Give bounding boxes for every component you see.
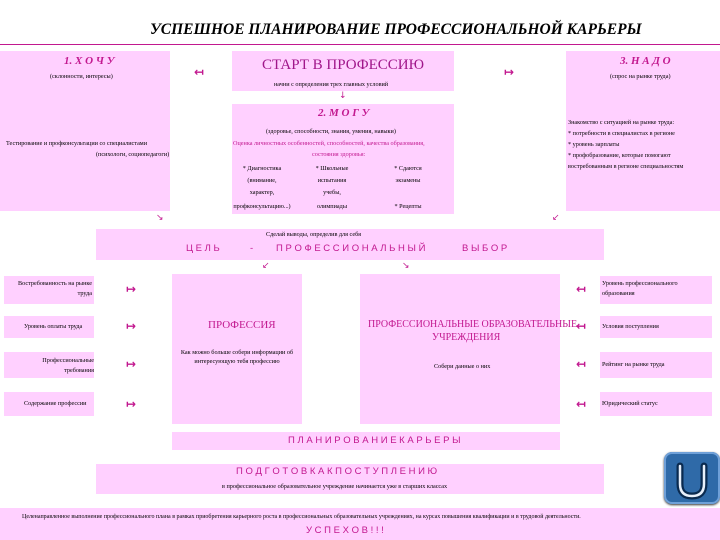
can-col-2-line-4: олимпиады xyxy=(316,203,347,210)
profession-title: ПРОФЕССИЯ xyxy=(208,319,276,331)
footer-note: Целенаправленное выполнение профессионального плана в рамках приобретения карьерного роста в профессиональных образовательных учреждениях, на курсах повышения квалификации и в трудовой деятельности. xyxy=(22,514,581,520)
prep-title: П О Д Г О Т О В К А К П О С Т У П Л Е Н И Ю xyxy=(236,466,438,477)
can-subtitle: (здоровье, способности, знания, умения, навыки) xyxy=(266,128,396,135)
prep-note: в профессиональное образовательное учреждение начинается уже в старших классах xyxy=(222,483,448,490)
left-item-label: Профессиональные требования xyxy=(42,357,94,374)
want-subtitle: (склонности, интересы) xyxy=(50,73,113,80)
need-title: 3. Н А Д О xyxy=(620,55,671,67)
goal-word-2: - xyxy=(250,243,254,254)
right-item-label: Рейтинг на рынке труда xyxy=(602,361,665,368)
need-line-3: * уровень зарплаты xyxy=(568,141,620,148)
can-col-2-line-1: * Школьные xyxy=(315,165,349,172)
right-arrow-icon: ↦ xyxy=(126,319,137,333)
want-note-1: Тестирование и профконсультации со специалистами xyxy=(6,140,148,147)
down-arrow-icon: ↓ xyxy=(339,91,347,101)
want-note-2: (психологи, социопедагоги) xyxy=(96,151,170,158)
down-left-arrow-icon: ↙ xyxy=(552,213,560,223)
down-left-arrow-icon: ↙ xyxy=(262,261,270,271)
start-subtitle: начни с определения трех главных условий xyxy=(274,81,389,88)
title-underline xyxy=(0,44,720,45)
can-col-2-line-3: учебы, xyxy=(323,189,341,196)
right-item-label: Уровень профессионального образования xyxy=(602,280,678,297)
need-line-4: * профобразование, которые помогают xyxy=(568,152,671,159)
can-title: 2. М О Г У xyxy=(318,107,370,119)
return-icon xyxy=(664,452,720,504)
can-pink-line-1: Оценка личностных особенностей, способностей, качества образования, xyxy=(233,140,425,147)
down-right-arrow-icon: ↘ xyxy=(156,213,164,223)
left-item-label: Уровень оплаты труда xyxy=(24,323,83,330)
down-right-arrow-icon: ↘ xyxy=(402,261,410,271)
right-arrow-icon: ↦ xyxy=(504,65,515,79)
left-arrow-icon: ↤ xyxy=(576,319,587,333)
can-col-3-line-3: * Рецепты xyxy=(394,203,422,210)
start-title: СТАРТ В ПРОФЕССИЮ xyxy=(261,57,425,73)
need-line-1: Знакомство с ситуацией на рынке труда: xyxy=(568,119,675,126)
can-col-2-line-2: испытания xyxy=(317,177,347,184)
left-arrow-icon: ↤ xyxy=(576,357,587,371)
need-line-5: востребованным в регионе специальностям xyxy=(568,163,684,170)
right-item-label: Условия поступления xyxy=(602,323,659,330)
return-button[interactable] xyxy=(664,452,720,504)
right-arrow-icon: ↦ xyxy=(126,282,137,296)
left-item-label: Востребованность на рынке труда xyxy=(17,280,92,297)
can-col-1-line-4: профконсультацию...) xyxy=(233,203,291,210)
need-subtitle: (спрос на рынке труда) xyxy=(610,73,671,80)
goal-word-3: П Р О Ф Е С С И О Н А Л Ь Н Ы Й xyxy=(276,243,426,254)
right-arrow-icon: ↦ xyxy=(126,357,137,371)
institutions-title-1: ПРОФЕССИОНАЛЬНЫЕ ОБРАЗОВАТЕЛЬНЫЕ xyxy=(368,319,578,330)
right-arrow-icon: ↦ xyxy=(126,397,137,411)
left-item-label: Содержание профессии xyxy=(24,400,87,407)
need-line-2: * потребности в специалистах в регионе xyxy=(568,130,675,137)
right-item-label: Юридический статус xyxy=(602,400,658,407)
want-title: 1. Х О Ч У xyxy=(64,55,115,67)
can-col-1-line-1: * Диагностика xyxy=(242,165,282,172)
can-col-3-line-1: * Сдаются xyxy=(394,165,422,172)
can-col-1-line-3: характер, xyxy=(249,189,275,196)
can-col-3-line-2: экзамены xyxy=(395,177,421,184)
goal-note: Сделай выводы, определив для себя xyxy=(266,231,361,238)
planning-title: П Л А Н И Р О В А Н И Е К А Р Ь Е Р Ы xyxy=(288,435,461,446)
institutions-box xyxy=(360,274,560,424)
left-arrow-icon: ↤ xyxy=(576,397,587,411)
footer-success: У С П Е Х О В ! ! ! xyxy=(306,525,384,536)
can-pink-line-2: состояния здоровья: xyxy=(312,151,366,158)
profession-note: Как можно больше собери информации об интересующую тебя профессию xyxy=(180,349,294,365)
can-col-1-line-2: (внимание, xyxy=(247,177,277,184)
left-arrow-icon: ↤ xyxy=(576,282,587,296)
left-arrow-icon: ↤ xyxy=(194,65,205,79)
can-box xyxy=(232,104,454,214)
institutions-title-2: УЧРЕЖДЕНИЯ xyxy=(432,332,501,343)
institutions-note: Собери данные о них xyxy=(434,363,491,370)
goal-word-4: В Ы Б О Р xyxy=(462,243,508,254)
goal-word-1: Ц Е Л Ь xyxy=(186,243,220,254)
page-title: УСПЕШНОЕ ПЛАНИРОВАНИЕ ПРОФЕССИОНАЛЬНОЙ КАРЬЕРЫ xyxy=(150,21,642,38)
